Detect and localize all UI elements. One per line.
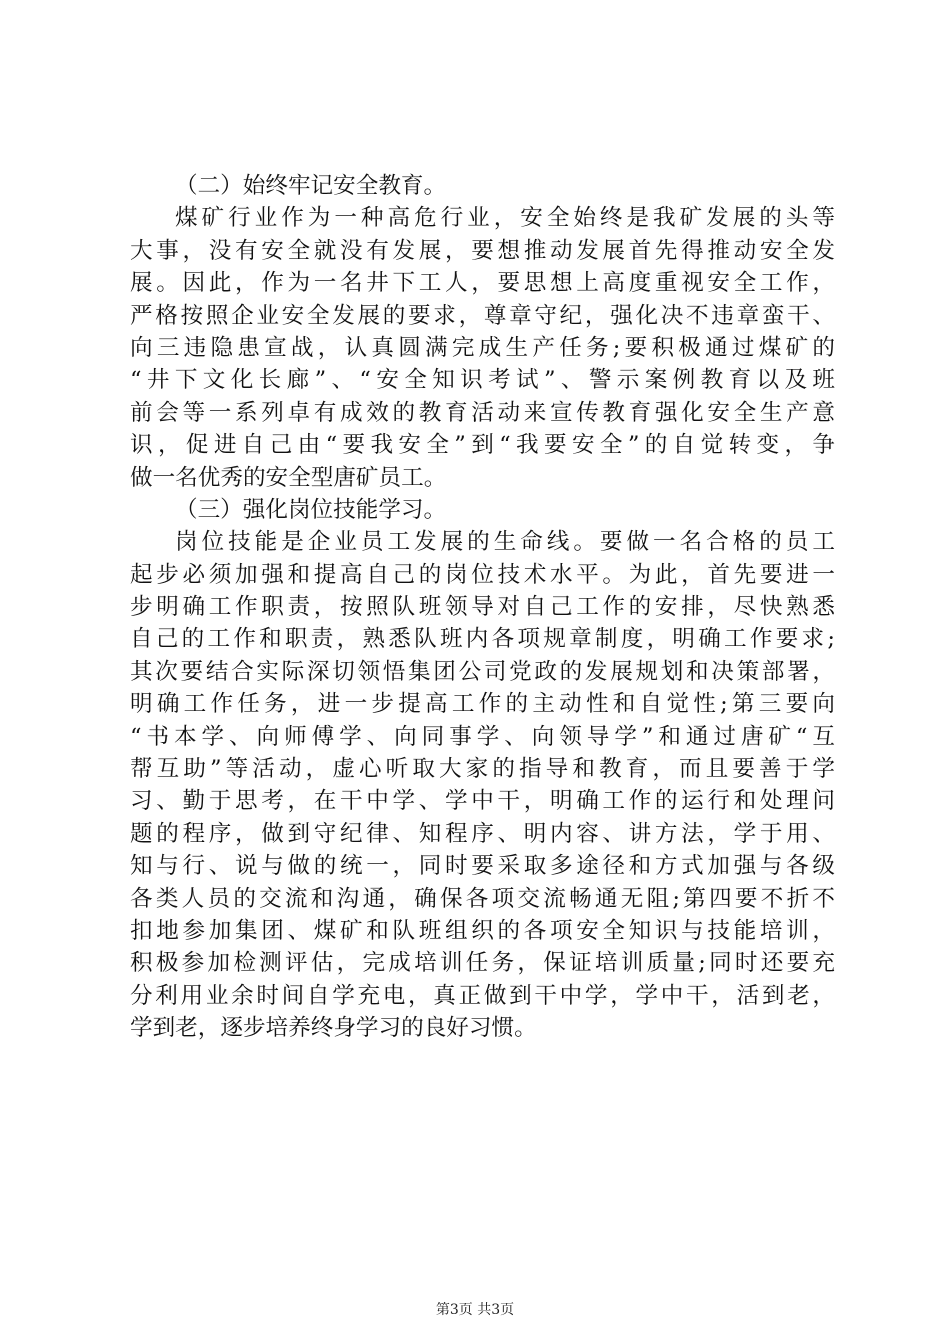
paragraph-line: 煤矿行业作为一种高危行业，安全始终是我矿发展的头等 xyxy=(175,205,835,232)
paragraph-line: 题的程序，做到守纪律、知程序、明内容、讲方法，学于用、 xyxy=(130,820,835,847)
paragraph-line: 自己的工作和职责，熟悉队班内各项规章制度，明确工作要求; xyxy=(130,626,835,653)
paragraph-line: 起步必须加强和提高自己的岗位技术水平。为此，首先要进一 xyxy=(130,561,835,588)
paragraph-line: 各类人员的交流和沟通，确保各项交流畅通无阻;第四要不折不 xyxy=(130,885,835,912)
paragraph-line: 习、勤于思考，在干中学、学中干，明确工作的运行和处理问 xyxy=(130,788,835,815)
paragraph-line: 学到老，逐步培养终身学习的良好习惯。 xyxy=(130,1015,537,1042)
section-heading-3: （三）强化岗位技能学习。 xyxy=(175,496,447,523)
section-heading-2: （二）始终牢记安全教育。 xyxy=(175,173,447,199)
paragraph-line: 帮互助”等活动，虚心听取大家的指导和教育，而且要善于学 xyxy=(130,756,835,783)
document-body xyxy=(130,170,835,1045)
paragraph-line: 大事，没有安全就没有发展，要想推动发展首先得推动安全发 xyxy=(130,237,835,264)
paragraph-line: 岗位技能是企业员工发展的生命线。要做一名合格的员工 xyxy=(175,529,835,556)
paragraph-line: 前会等一系列卓有成效的教育活动来宣传教育强化安全生产意 xyxy=(130,399,835,426)
paragraph-line: “井下文化长廊”、“安全知识考试”、警示案例教育以及班 xyxy=(130,367,835,394)
paragraph-line: 明确工作任务，进一步提高工作的主动性和自觉性;第三要向 xyxy=(130,691,835,718)
paragraph-line: 分利用业余时间自学充电，真正做到干中学，学中干，活到老， xyxy=(130,982,835,1009)
paragraph-line: 积极参加检测评估，完成培训任务，保证培训质量;同时还要充 xyxy=(130,950,835,977)
paragraph-line: 知与行、说与做的统一，同时要采取多途径和方式加强与各级 xyxy=(130,853,835,880)
paragraph-line: 其次要结合实际深切领悟集团公司党政的发展规划和决策部署， xyxy=(130,658,835,685)
paragraph-line: 做一名优秀的安全型唐矿员工。 xyxy=(130,464,447,491)
paragraph-line: 识，促进自己由“要我安全”到“我要安全”的自觉转变，争 xyxy=(130,432,835,459)
paragraph-line: 步明确工作职责，按照队班领导对自己工作的安排，尽快熟悉 xyxy=(130,594,835,621)
paragraph-line: “书本学、向师傅学、向同事学、向领导学”和通过唐矿“互 xyxy=(130,723,835,750)
paragraph-line: 扣地参加集团、煤矿和队班组织的各项安全知识与技能培训， xyxy=(130,917,835,944)
page-number-footer: 第3页 共3页 xyxy=(435,1302,515,1318)
paragraph-line: 展。因此，作为一名井下工人，要思想上高度重视安全工作， xyxy=(130,270,835,297)
paragraph-line: 严格按照企业安全发展的要求，尊章守纪，强化决不违章蛮干、 xyxy=(130,302,835,329)
paragraph-line: 向三违隐患宣战，认真圆满完成生产任务;要积极通过煤矿的 xyxy=(130,334,835,361)
